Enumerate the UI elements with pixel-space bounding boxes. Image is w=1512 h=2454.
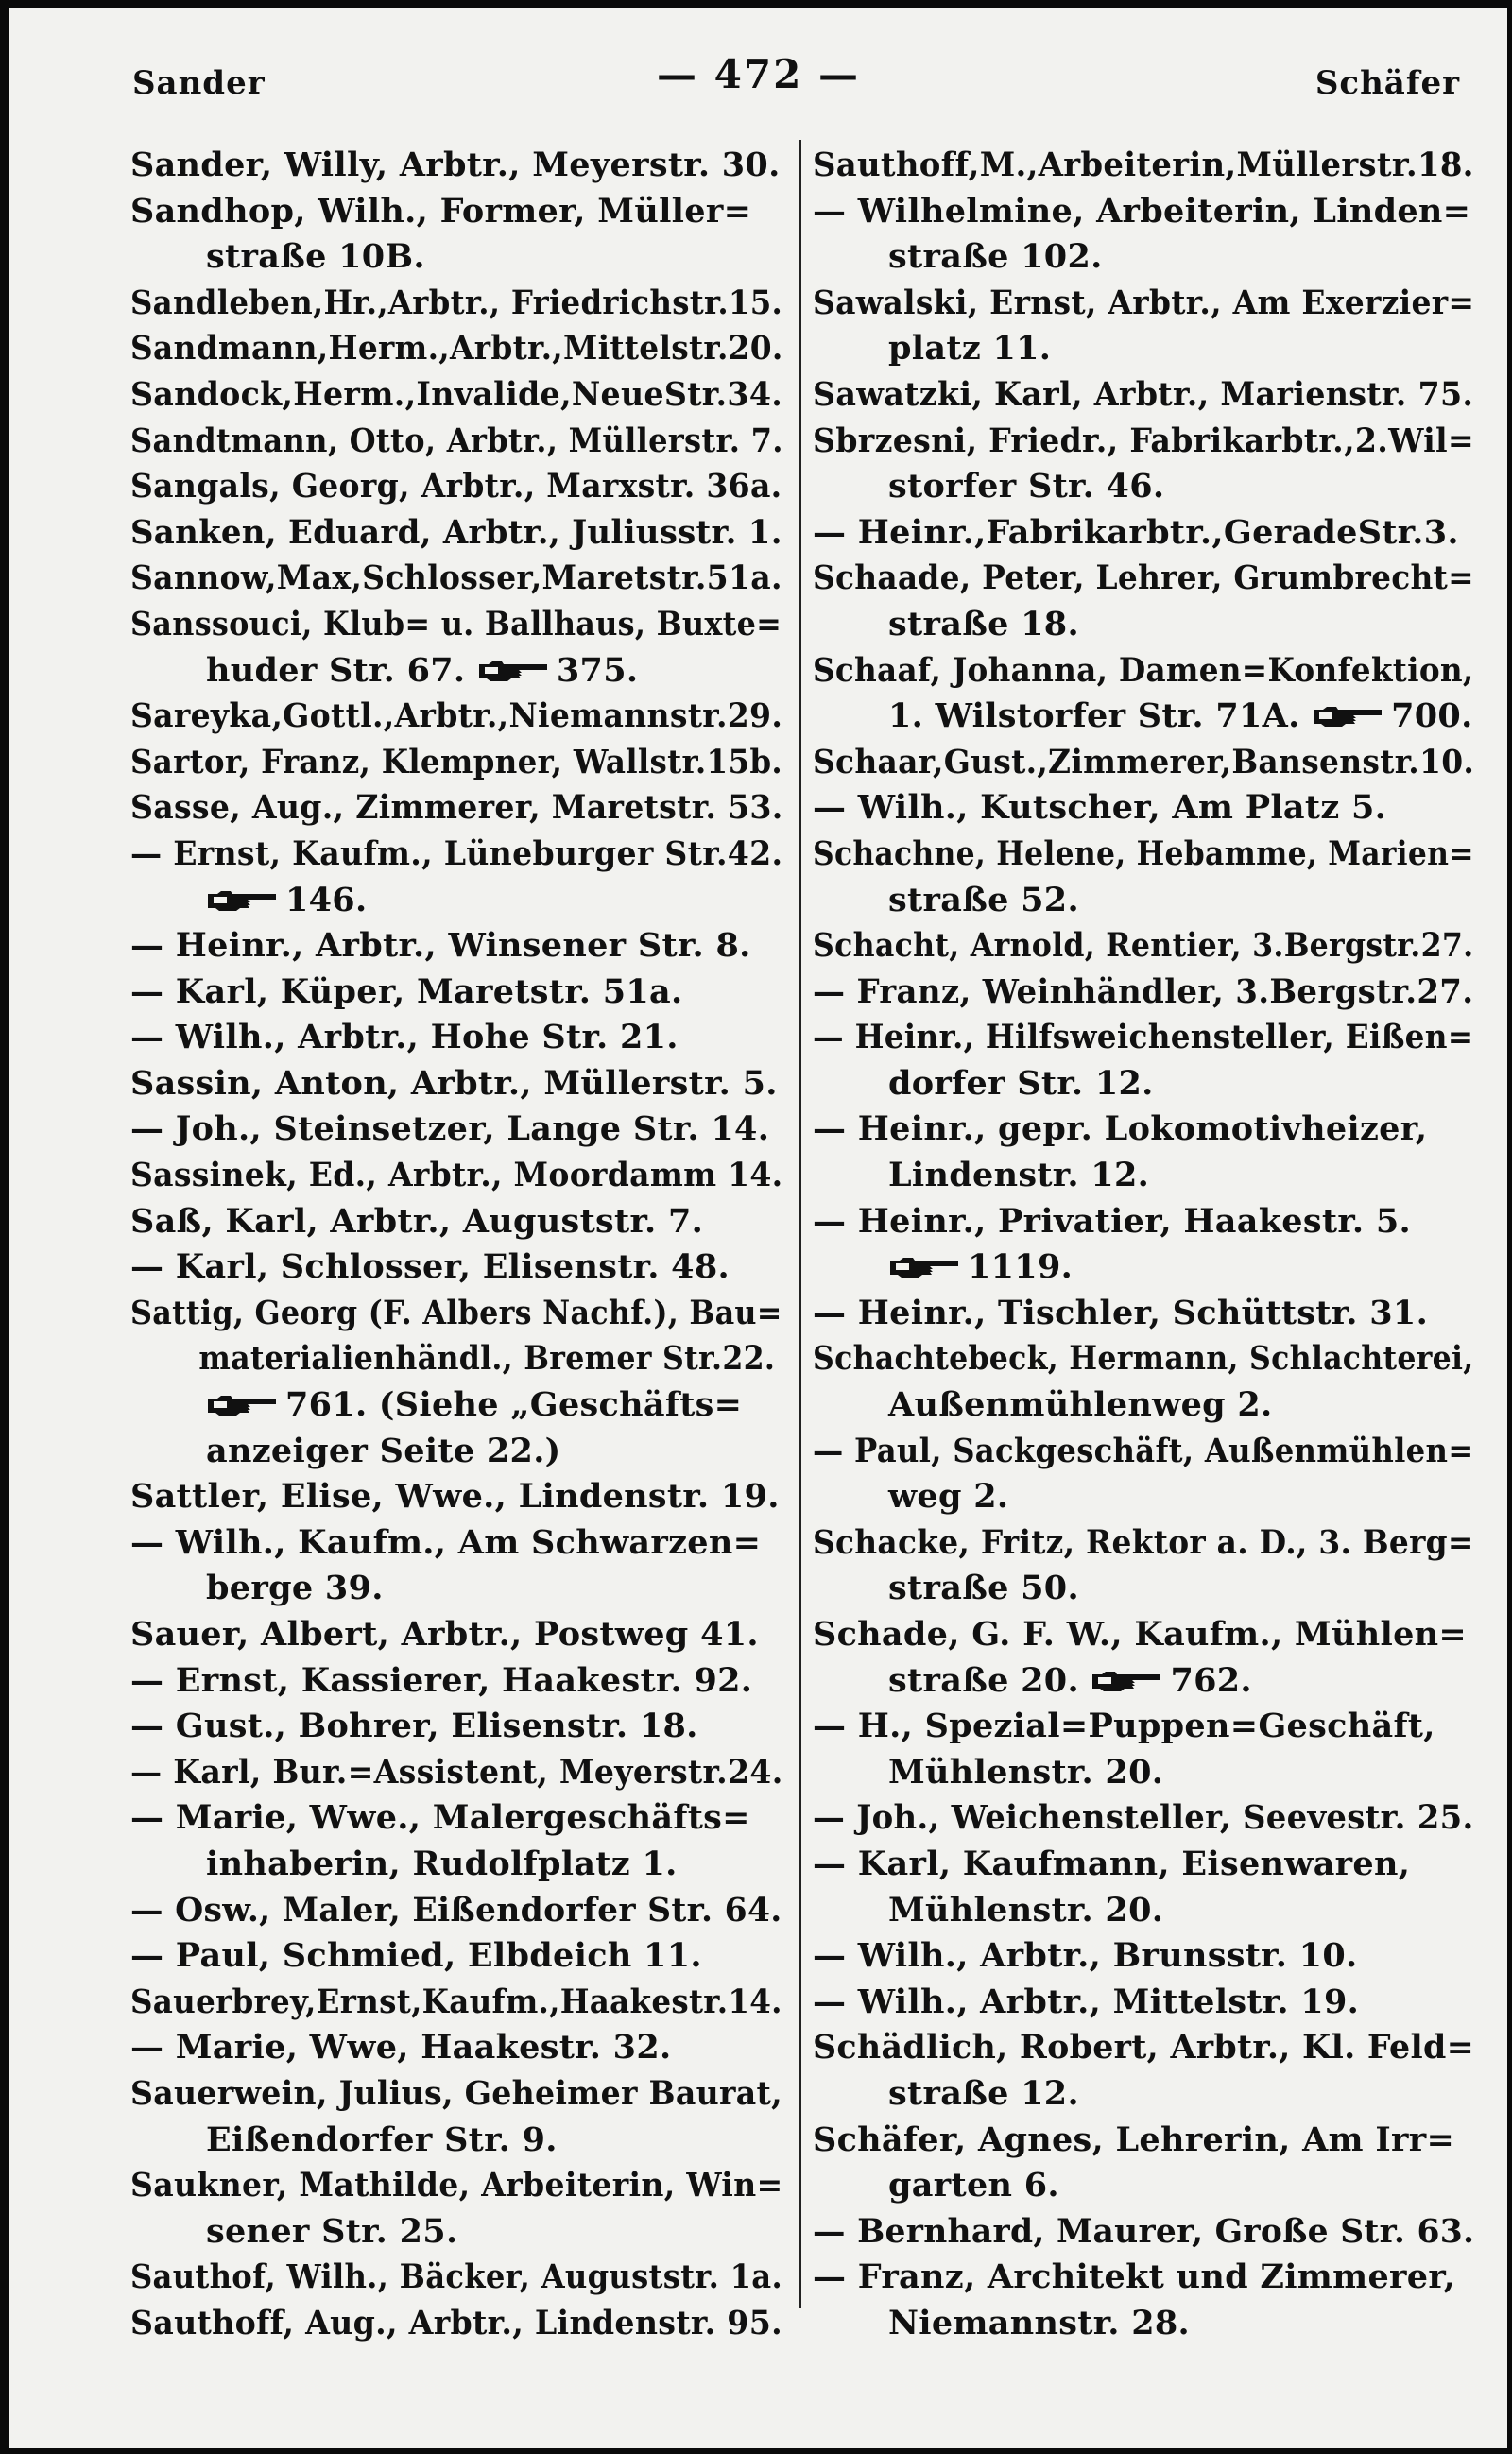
telephone-pointer-icon xyxy=(1091,1669,1164,1693)
directory-entry-line xyxy=(130,464,782,510)
directory-entry-line xyxy=(813,1658,1474,1705)
entry-text: Niemannstr. 28. xyxy=(888,2303,1191,2342)
directory-entry-line xyxy=(813,2118,1474,2164)
directory-entry-line xyxy=(813,602,1474,648)
entry-text: dorfer Str. 12. xyxy=(888,1063,1154,1103)
entry-text: straße 102. xyxy=(888,237,1103,277)
directory-entry-line xyxy=(813,878,1474,924)
directory-entry-line xyxy=(813,1566,1474,1612)
directory-entry-line xyxy=(130,1382,782,1429)
directory-entry-line xyxy=(813,2071,1474,2118)
directory-entry-line xyxy=(813,281,1475,327)
directory-entry-line xyxy=(130,2301,782,2347)
entry-text: straße 18. xyxy=(888,604,1079,644)
directory-entry-line xyxy=(130,1612,782,1658)
entry-text: Sauerbrey,Ernst,Kaufm.,Haakestr.14. xyxy=(130,1982,782,2021)
telephone-number: 146. xyxy=(285,880,368,919)
entry-text: Schade, G. F. W., Kaufm., Mühlen= xyxy=(813,1615,1468,1654)
entry-text: Sasse, Aug., Zimmerer, Maretstr. 53. xyxy=(130,788,783,828)
telephone-pointer-icon xyxy=(206,1393,280,1417)
entry-text: Schädlich, Robert, Arbtr., Kl. Feld= xyxy=(813,2028,1475,2068)
entry-text: Sattler, Elise, Wwe., Lindenstr. 19. xyxy=(130,1477,780,1517)
entry-text: 761. (Siehe „Geschäfts= xyxy=(285,1385,743,1425)
entry-text: storfer Str. 46. xyxy=(888,467,1165,506)
entry-text: — Karl, Bur.=Assistent, Meyerstr.24. xyxy=(130,1752,783,1792)
directory-entry-line xyxy=(130,2118,782,2164)
entry-text: Sandtmann, Otto, Arbtr., Müllerstr. 7. xyxy=(130,420,783,460)
directory-entry-line xyxy=(813,1520,1474,1567)
directory-entry-line xyxy=(130,785,783,832)
entry-text: — Franz, Weinhändler, 3.Bergstr.27. xyxy=(813,971,1474,1011)
entry-text: — Osw., Maler, Eißendorfer Str. 64. xyxy=(130,1890,782,1930)
entry-text: huder Str. 67. xyxy=(206,650,466,690)
directory-entry-line xyxy=(813,970,1474,1016)
entry-text: Sassinek, Ed., Arbtr., Moordamm 14. xyxy=(130,1156,783,1195)
directory-entry-line xyxy=(813,923,1474,970)
entry-text: — Wilh., Arbtr., Hohe Str. 21. xyxy=(130,1018,679,1057)
entry-text: Schachne, Helene, Hebamme, Marien= xyxy=(813,833,1474,873)
directory-entry-line xyxy=(130,2209,782,2256)
entry-text: Sander, Willy, Arbtr., Meyerstr. 30. xyxy=(130,146,781,184)
directory-entry-line xyxy=(813,1474,1474,1520)
entry-text: — Wilh., Arbtr., Brunsstr. 10. xyxy=(813,1936,1358,1976)
directory-entry-line xyxy=(130,189,782,235)
entry-text: 1. Wilstorfer Str. 71A. xyxy=(888,696,1300,736)
entry-text: materialienhändl., Bremer Str.22. xyxy=(198,1339,776,1379)
entry-text: Schacke, Fritz, Rektor a. D., 3. Berg= xyxy=(813,1522,1474,1562)
entry-text: — Paul, Schmied, Elbdeich 11. xyxy=(130,1936,702,1976)
directory-entry-line xyxy=(130,1429,782,1475)
directory-entry-line xyxy=(813,2301,1474,2347)
directory-entry-line xyxy=(130,1107,782,1153)
entry-text: Saß, Karl, Arbtr., Auguststr. 7. xyxy=(130,1201,704,1241)
directory-entry-line xyxy=(813,2209,1475,2256)
directory-entry-line xyxy=(130,372,783,419)
entry-text: — Karl, Kaufmann, Eisenwaren, xyxy=(813,1844,1411,1883)
entry-text: weg 2. xyxy=(888,1477,1009,1517)
entry-text: sener Str. 25. xyxy=(206,2211,458,2251)
entry-text: Schaade, Peter, Lehrer, Grumbrecht= xyxy=(813,558,1474,598)
directory-entry-line xyxy=(813,1429,1474,1475)
directory-entry-line xyxy=(130,2255,782,2301)
telephone-pointer-icon xyxy=(206,888,280,913)
entry-text: Schacht, Arnold, Rentier, 3.Bergstr.27. xyxy=(813,926,1474,966)
directory-entry-line xyxy=(813,189,1474,235)
directory-entry-line xyxy=(130,2025,782,2071)
entry-text: Sangals, Georg, Arbtr., Marxstr. 36a. xyxy=(130,467,782,506)
directory-entry-line xyxy=(813,1061,1474,1107)
directory-entry-line xyxy=(813,1244,1474,1291)
entry-text: straße 52. xyxy=(888,880,1079,919)
directory-entry-line xyxy=(813,1888,1474,1934)
directory-entry-line xyxy=(130,1474,782,1520)
directory-entry-line xyxy=(130,326,783,372)
entry-text: straße 12. xyxy=(888,2073,1079,2113)
entry-text: straße 10B. xyxy=(206,237,425,277)
directory-entry-line xyxy=(130,1795,782,1842)
entry-text: — Heinr., gepr. Lokomotivheizer, xyxy=(813,1109,1428,1149)
directory-page xyxy=(9,8,1507,2448)
entry-text: — Gust., Bohrer, Elisenstr. 18. xyxy=(130,1707,698,1746)
entry-text: — Heinr., Privatier, Haakestr. 5. xyxy=(813,1201,1411,1241)
directory-entry-line xyxy=(130,878,782,924)
directory-entry-line xyxy=(813,1933,1474,1980)
directory-entry-line xyxy=(130,740,783,786)
entry-text: garten 6. xyxy=(888,2166,1059,2205)
entry-text: Sbrzesni, Friedr., Fabrikarbtr.,2.Wil= xyxy=(813,420,1475,460)
entry-text: — Karl, Küper, Maretstr. 51a. xyxy=(130,971,683,1011)
directory-entry-line xyxy=(130,694,783,740)
entry-text: — Karl, Schlosser, Elisenstr. 48. xyxy=(130,1247,730,1287)
directory-entry-line xyxy=(813,2255,1474,2301)
directory-entry-line xyxy=(130,1980,782,2026)
directory-entry-line xyxy=(130,1015,782,1061)
entry-text: Sanssouci, Klub= u. Ballhaus, Buxte= xyxy=(130,604,782,644)
entry-text: Sannow,Max,Schlosser,Maretstr.51a. xyxy=(130,558,782,598)
directory-entry-line xyxy=(813,372,1474,419)
directory-entry-line xyxy=(130,1291,782,1337)
directory-entry-line xyxy=(813,464,1474,510)
telephone-pointer-icon xyxy=(888,1255,962,1279)
entry-text: Sartor, Franz, Klempner, Wallstr.15b. xyxy=(130,742,783,781)
entry-text: Schaar,Gust.,Zimmerer,Bansenstr.10. xyxy=(813,742,1475,781)
directory-entry-line xyxy=(130,1199,782,1245)
directory-entry-line xyxy=(130,419,783,465)
directory-entry-line xyxy=(130,1520,782,1567)
directory-entry-line xyxy=(813,234,1474,281)
directory-entry-line xyxy=(813,1382,1474,1429)
directory-entry-line xyxy=(813,648,1474,695)
directory-entry-line xyxy=(813,1199,1474,1245)
entry-text: — Heinr.,Fabrikarbtr.,GeradeStr.3. xyxy=(813,512,1459,552)
directory-entry-line xyxy=(130,1750,783,1796)
telephone-pointer-icon xyxy=(1312,704,1385,729)
entry-text: straße 50. xyxy=(888,1569,1079,1608)
entry-text: Lindenstr. 12. xyxy=(888,1156,1150,1195)
directory-entry-line xyxy=(813,1291,1474,1337)
directory-entry-line xyxy=(813,1153,1474,1199)
left-column xyxy=(130,143,782,2347)
directory-entry-line xyxy=(813,556,1474,602)
directory-entry-line xyxy=(130,923,782,970)
directory-entry-line xyxy=(130,1244,782,1291)
entry-text: Eißendorfer Str. 9. xyxy=(206,2119,558,2159)
directory-entry-line xyxy=(130,648,782,695)
directory-entry-line xyxy=(130,1704,782,1750)
entry-text: platz 11. xyxy=(888,329,1052,369)
entry-text: — Ernst, Kaufm., Lüneburger Str.42. xyxy=(130,833,783,873)
directory-entry-line xyxy=(813,1842,1474,1888)
entry-text: — Paul, Sackgeschäft, Außenmühlen= xyxy=(813,1431,1474,1470)
entry-text: Sauer, Albert, Arbtr., Postweg 41. xyxy=(130,1615,759,1654)
telephone-pointer-icon xyxy=(477,659,551,683)
directory-entry-line xyxy=(130,143,782,189)
directory-entry-line xyxy=(813,832,1474,878)
telephone-number: 375. xyxy=(556,650,639,690)
entry-text: Sanken, Eduard, Arbtr., Juliusstr. 1. xyxy=(130,512,782,552)
directory-entry-line xyxy=(813,326,1474,372)
entry-text: berge 39. xyxy=(206,1569,384,1608)
directory-entry-line xyxy=(813,785,1474,832)
entry-text: — Marie, Wwe, Haakestr. 32. xyxy=(130,2028,672,2068)
entry-text: — Ernst, Kassierer, Haakestr. 92. xyxy=(130,1660,753,1700)
entry-text: anzeiger Seite 22.) xyxy=(206,1431,561,1470)
directory-entry-line xyxy=(130,2163,783,2209)
directory-entry-line xyxy=(813,1704,1474,1750)
directory-entry-line xyxy=(130,1933,782,1980)
entry-text: Sawatzki, Karl, Arbtr., Marienstr. 75. xyxy=(813,374,1474,414)
directory-entry-line xyxy=(130,2071,782,2118)
page-number: — 472 — xyxy=(657,51,860,97)
entry-text: Mühlenstr. 20. xyxy=(888,1890,1164,1930)
entry-text: Sauthoff,M.,Arbeiterin,Müllerstr.18. xyxy=(813,146,1474,184)
entry-text: Schachtebeck, Hermann, Schlachterei, xyxy=(813,1339,1474,1379)
directory-entry-line xyxy=(813,1980,1474,2026)
entry-text: Sauerwein, Julius, Geheimer Baurat, xyxy=(130,2073,782,2113)
page-header xyxy=(9,8,1507,140)
header-right-keyword: Schäfer xyxy=(1314,64,1460,102)
directory-entry-line xyxy=(813,419,1475,465)
entry-text: — Bernhard, Maurer, Große Str. 63. xyxy=(813,2211,1475,2251)
entry-text: — Joh., Weichensteller, Seevestr. 25. xyxy=(813,1798,1474,1838)
entry-text: straße 20. xyxy=(888,1660,1079,1700)
telephone-number: 762. xyxy=(1170,1660,1252,1700)
directory-entry-line xyxy=(813,1336,1474,1382)
header-left-keyword: Sander xyxy=(132,64,266,102)
directory-entry-line xyxy=(130,1888,782,1934)
directory-entry-line xyxy=(130,510,782,557)
directory-entry-line xyxy=(813,1612,1474,1658)
directory-entry-line xyxy=(813,2025,1475,2071)
entry-text: — H., Spezial=Puppen=Geschäft, xyxy=(813,1707,1435,1746)
entry-text: — Heinr., Tischler, Schüttstr. 31. xyxy=(813,1293,1429,1332)
directory-entry-line xyxy=(130,970,782,1016)
telephone-number: 700. xyxy=(1391,696,1473,736)
right-column xyxy=(813,143,1474,2347)
entry-text: Sandleben,Hr.,Arbtr., Friedrichstr.15. xyxy=(130,283,783,322)
entry-text: — Wilh., Kutscher, Am Platz 5. xyxy=(813,788,1387,828)
directory-entry-line xyxy=(813,1795,1474,1842)
directory-entry-line xyxy=(813,1107,1474,1153)
entry-text: Mühlenstr. 20. xyxy=(888,1752,1164,1792)
directory-entry-line xyxy=(130,1061,782,1107)
directory-entry-line xyxy=(130,1153,783,1199)
entry-text: Sareyka,Gottl.,Arbtr.,Niemannstr.29. xyxy=(130,696,783,736)
entry-text: Sassin, Anton, Arbtr., Müllerstr. 5. xyxy=(130,1063,778,1103)
directory-entry-line xyxy=(813,694,1474,740)
entry-text: Sandmann,Herm.,Arbtr.,Mittelstr.20. xyxy=(130,329,783,369)
entry-text: — Joh., Steinsetzer, Lange Str. 14. xyxy=(130,1109,770,1149)
directory-entry-line xyxy=(130,234,782,281)
entry-text: — Heinr., Hilfsweichensteller, Eißen= xyxy=(813,1018,1474,1057)
telephone-number: 1119. xyxy=(968,1247,1074,1287)
entry-text: — Wilhelmine, Arbeiterin, Linden= xyxy=(813,191,1471,231)
entry-text: — Franz, Architekt und Zimmerer, xyxy=(813,2257,1456,2297)
directory-entry-line xyxy=(813,510,1474,557)
directory-entry-line xyxy=(130,1658,782,1705)
entry-text: — Heinr., Arbtr., Winsener Str. 8. xyxy=(130,926,751,966)
entry-text: Sauthof, Wilh., Bäcker, Auguststr. 1a. xyxy=(130,2257,782,2297)
entry-text: Schäfer, Agnes, Lehrerin, Am Irr= xyxy=(813,2119,1455,2159)
entry-text: — Marie, Wwe., Malergeschäfts= xyxy=(130,1798,750,1838)
entry-text: Saukner, Mathilde, Arbeiterin, Win= xyxy=(130,2166,783,2205)
directory-entry-line xyxy=(130,602,782,648)
entry-text: Sauthoff, Aug., Arbtr., Lindenstr. 95. xyxy=(130,2303,782,2342)
directory-entry-line xyxy=(813,1750,1474,1796)
directory-entry-line xyxy=(130,556,782,602)
directory-entry-line xyxy=(130,1336,776,1382)
entry-text: inhaberin, Rudolfplatz 1. xyxy=(206,1844,678,1883)
column-divider xyxy=(799,140,801,2308)
entry-text: — Wilh., Arbtr., Mittelstr. 19. xyxy=(813,1982,1360,2021)
directory-entry-line xyxy=(813,2163,1474,2209)
entry-text: Sattig, Georg (F. Albers Nachf.), Bau= xyxy=(130,1293,782,1332)
directory-entry-line xyxy=(130,1842,782,1888)
entry-text: Sawalski, Ernst, Arbtr., Am Exerzier= xyxy=(813,283,1475,322)
directory-entry-line xyxy=(813,740,1475,786)
entry-text: Sandock,Herm.,Invalide,NeueStr.34. xyxy=(130,374,783,414)
entry-text: Sandhop, Wilh., Former, Müller= xyxy=(130,191,752,231)
directory-entry-line xyxy=(813,1015,1474,1061)
directory-entry-line xyxy=(130,281,783,327)
entry-text: Schaaf, Johanna, Damen=Konfektion, xyxy=(813,650,1474,690)
directory-entry-line xyxy=(813,143,1474,189)
directory-entry-line xyxy=(130,1566,782,1612)
directory-entry-line xyxy=(130,832,783,878)
entry-text: — Wilh., Kaufm., Am Schwarzen= xyxy=(130,1522,762,1562)
entry-text: Außenmühlenweg 2. xyxy=(888,1385,1273,1425)
